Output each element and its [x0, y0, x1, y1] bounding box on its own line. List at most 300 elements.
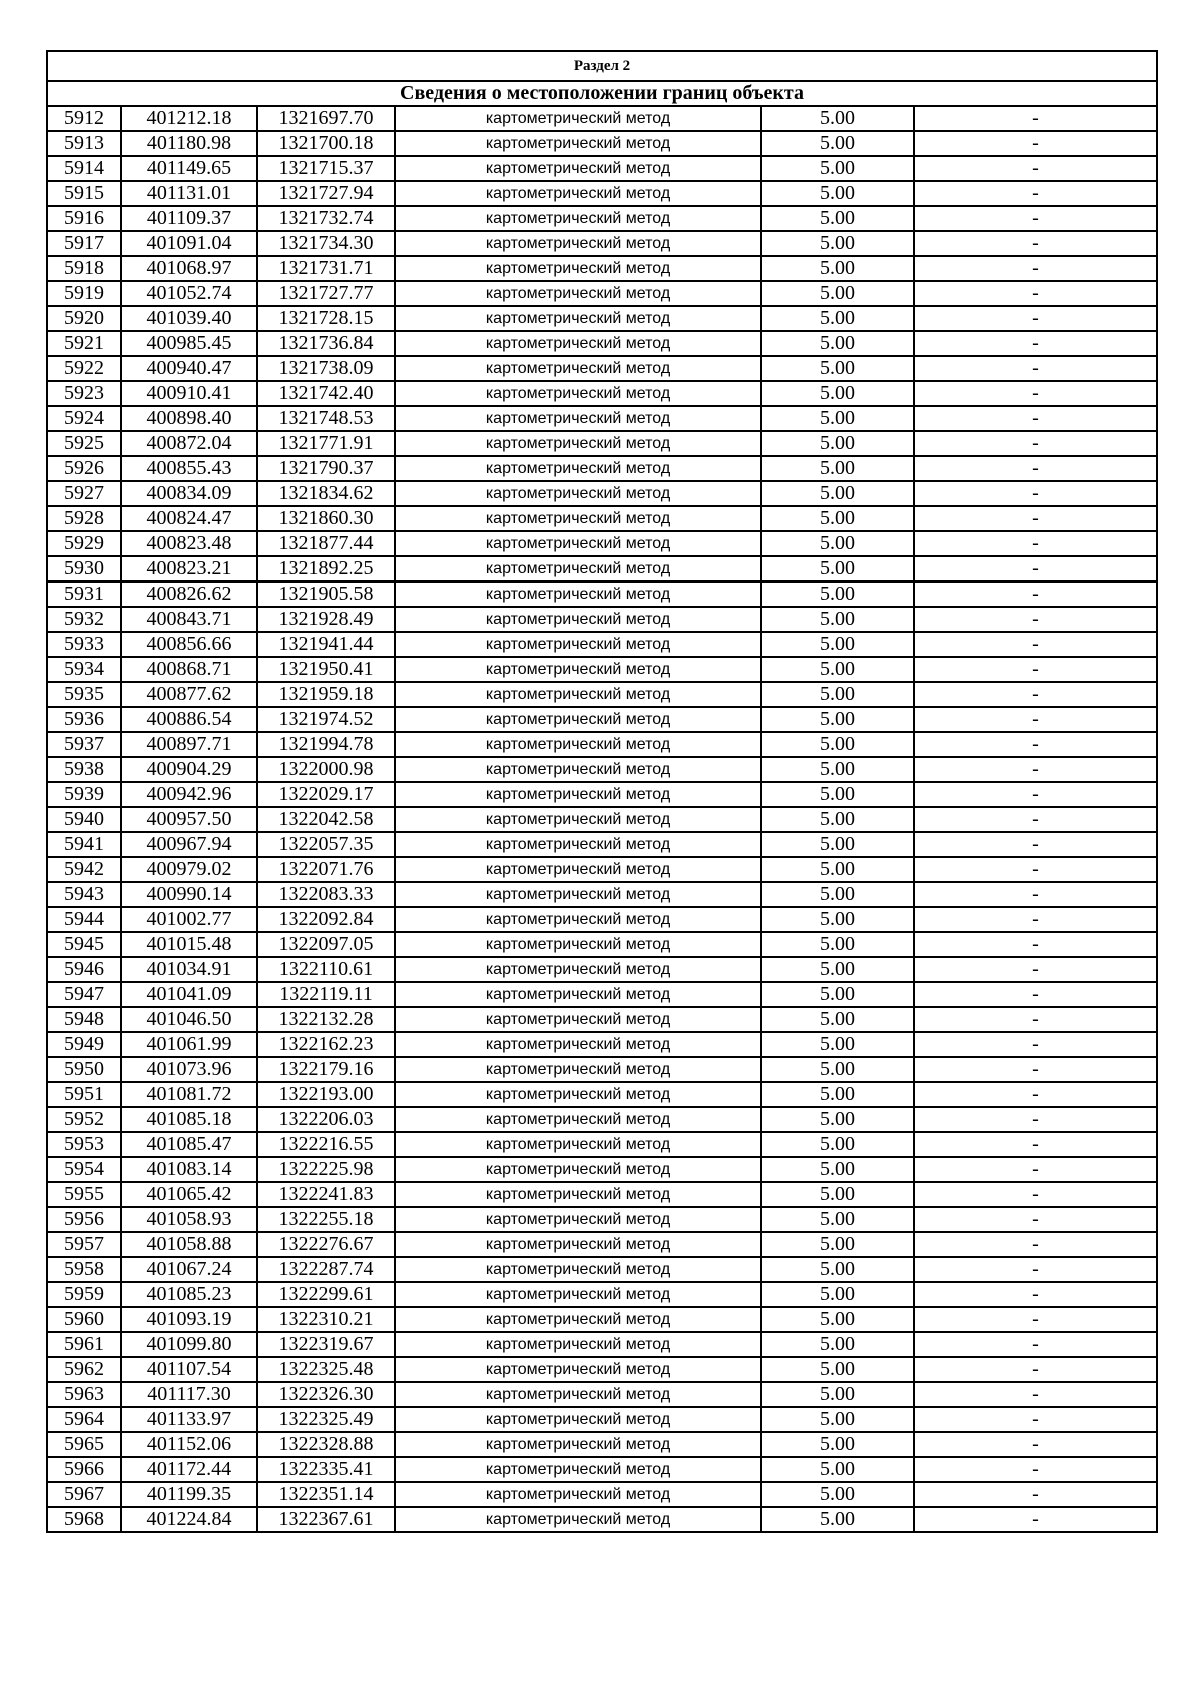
table-row — [47, 1282, 1157, 1307]
point-number-cell: 5954 — [47, 1157, 121, 1182]
accuracy-cell: 5.00 — [761, 481, 914, 506]
description-cell: - — [914, 206, 1157, 231]
accuracy-cell: 5.00 — [761, 556, 914, 582]
table-row — [47, 607, 1157, 632]
accuracy-cell: 5.00 — [761, 1257, 914, 1282]
coord-y-cell: 1321860.30 — [257, 506, 395, 531]
coord-x-cell: 400823.48 — [121, 531, 257, 556]
accuracy-cell: 5.00 — [761, 1132, 914, 1157]
coord-x-cell: 400843.71 — [121, 607, 257, 632]
table-row — [47, 932, 1157, 957]
boundary-coordinates-table — [46, 50, 1158, 1533]
coord-y-cell: 1322042.58 — [257, 807, 395, 832]
description-cell: - — [914, 1332, 1157, 1357]
coord-y-cell: 1321892.25 — [257, 556, 395, 582]
point-number-cell: 5918 — [47, 256, 121, 281]
coord-y-cell: 1322162.23 — [257, 1032, 395, 1057]
coord-x-cell: 401085.23 — [121, 1282, 257, 1307]
coord-y-cell: 1322132.28 — [257, 1007, 395, 1032]
method-cell: картометрический метод — [395, 1332, 761, 1357]
coord-y-cell: 1322319.67 — [257, 1332, 395, 1357]
accuracy-cell: 5.00 — [761, 1332, 914, 1357]
coord-y-cell: 1322092.84 — [257, 907, 395, 932]
accuracy-cell: 5.00 — [761, 381, 914, 406]
coord-y-cell: 1321974.52 — [257, 707, 395, 732]
table-row — [47, 1357, 1157, 1382]
coord-x-cell: 401046.50 — [121, 1007, 257, 1032]
method-cell: картометрический метод — [395, 1257, 761, 1282]
description-cell: - — [914, 1382, 1157, 1407]
description-cell: - — [914, 932, 1157, 957]
coord-y-cell: 1321731.71 — [257, 256, 395, 281]
accuracy-cell: 5.00 — [761, 231, 914, 256]
coord-y-cell: 1321700.18 — [257, 131, 395, 156]
accuracy-cell: 5.00 — [761, 106, 914, 131]
point-number-cell: 5916 — [47, 206, 121, 231]
table-row — [47, 1307, 1157, 1332]
coord-y-cell: 1321742.40 — [257, 381, 395, 406]
table-row — [47, 732, 1157, 757]
description-cell: - — [914, 1432, 1157, 1457]
coord-y-cell: 1322029.17 — [257, 782, 395, 807]
coord-x-cell: 400824.47 — [121, 506, 257, 531]
point-number-cell: 5929 — [47, 531, 121, 556]
point-number-cell: 5965 — [47, 1432, 121, 1457]
coord-x-cell: 400855.43 — [121, 456, 257, 481]
accuracy-cell: 5.00 — [761, 306, 914, 331]
coord-y-cell: 1322328.88 — [257, 1432, 395, 1457]
method-cell: картометрический метод — [395, 106, 761, 131]
point-number-cell: 5968 — [47, 1507, 121, 1532]
method-cell: картометрический метод — [395, 857, 761, 882]
coord-x-cell: 400886.54 — [121, 707, 257, 732]
point-number-cell: 5963 — [47, 1382, 121, 1407]
point-number-cell: 5941 — [47, 832, 121, 857]
coord-y-cell: 1322071.76 — [257, 857, 395, 882]
table-row — [47, 882, 1157, 907]
accuracy-cell: 5.00 — [761, 1232, 914, 1257]
method-cell: картометрический метод — [395, 657, 761, 682]
point-number-cell: 5917 — [47, 231, 121, 256]
coord-x-cell: 401041.09 — [121, 982, 257, 1007]
description-cell: - — [914, 306, 1157, 331]
coord-x-cell: 400942.96 — [121, 782, 257, 807]
accuracy-cell: 5.00 — [761, 206, 914, 231]
accuracy-cell: 5.00 — [761, 882, 914, 907]
accuracy-cell: 5.00 — [761, 832, 914, 857]
coord-y-cell: 1322216.55 — [257, 1132, 395, 1157]
coord-y-cell: 1322351.14 — [257, 1482, 395, 1507]
description-cell: - — [914, 832, 1157, 857]
point-number-cell: 5934 — [47, 657, 121, 682]
table-row — [47, 582, 1157, 608]
point-number-cell: 5945 — [47, 932, 121, 957]
coord-x-cell: 400940.47 — [121, 356, 257, 381]
description-cell: - — [914, 1457, 1157, 1482]
coord-x-cell: 400856.66 — [121, 632, 257, 657]
description-cell: - — [914, 1407, 1157, 1432]
coord-x-cell: 401152.06 — [121, 1432, 257, 1457]
description-cell: - — [914, 1032, 1157, 1057]
table-row — [47, 206, 1157, 231]
point-number-cell: 5949 — [47, 1032, 121, 1057]
coord-x-cell: 401172.44 — [121, 1457, 257, 1482]
point-number-cell: 5913 — [47, 131, 121, 156]
table-row — [47, 531, 1157, 556]
accuracy-cell: 5.00 — [761, 1282, 914, 1307]
coord-y-cell: 1321877.44 — [257, 531, 395, 556]
point-number-cell: 5956 — [47, 1207, 121, 1232]
method-cell: картометрический метод — [395, 732, 761, 757]
description-cell: - — [914, 1082, 1157, 1107]
accuracy-cell: 5.00 — [761, 281, 914, 306]
table-row — [47, 957, 1157, 982]
description-cell: - — [914, 531, 1157, 556]
table-row — [47, 1457, 1157, 1482]
method-cell: картометрический метод — [395, 356, 761, 381]
coord-y-cell: 1322193.00 — [257, 1082, 395, 1107]
coord-y-cell: 1322335.41 — [257, 1457, 395, 1482]
table-row — [47, 832, 1157, 857]
table-row — [47, 431, 1157, 456]
point-number-cell: 5944 — [47, 907, 121, 932]
method-cell: картометрический метод — [395, 582, 761, 608]
coord-x-cell: 401058.93 — [121, 1207, 257, 1232]
point-number-cell: 5922 — [47, 356, 121, 381]
description-cell: - — [914, 1132, 1157, 1157]
table-row — [47, 632, 1157, 657]
accuracy-cell: 5.00 — [761, 932, 914, 957]
coord-y-cell: 1322325.49 — [257, 1407, 395, 1432]
point-number-cell: 5930 — [47, 556, 121, 582]
coord-x-cell: 401065.42 — [121, 1182, 257, 1207]
description-cell: - — [914, 556, 1157, 582]
point-number-cell: 5928 — [47, 506, 121, 531]
method-cell: картометрический метод — [395, 807, 761, 832]
description-cell: - — [914, 281, 1157, 306]
coord-x-cell: 401180.98 — [121, 131, 257, 156]
accuracy-cell: 5.00 — [761, 1182, 914, 1207]
description-cell: - — [914, 682, 1157, 707]
point-number-cell: 5912 — [47, 106, 121, 131]
coord-y-cell: 1322367.61 — [257, 1507, 395, 1532]
description-cell: - — [914, 331, 1157, 356]
point-number-cell: 5946 — [47, 957, 121, 982]
point-number-cell: 5924 — [47, 406, 121, 431]
accuracy-cell: 5.00 — [761, 1357, 914, 1382]
method-cell: картометрический метод — [395, 131, 761, 156]
accuracy-cell: 5.00 — [761, 1457, 914, 1482]
point-number-cell: 5927 — [47, 481, 121, 506]
coord-x-cell: 400877.62 — [121, 682, 257, 707]
coord-x-cell: 401039.40 — [121, 306, 257, 331]
table-row — [47, 156, 1157, 181]
description-cell: - — [914, 456, 1157, 481]
method-cell: картометрический метод — [395, 632, 761, 657]
point-number-cell: 5932 — [47, 607, 121, 632]
description-cell: - — [914, 657, 1157, 682]
accuracy-cell: 5.00 — [761, 256, 914, 281]
coord-x-cell: 401052.74 — [121, 281, 257, 306]
coord-y-cell: 1322255.18 — [257, 1207, 395, 1232]
point-number-cell: 5937 — [47, 732, 121, 757]
description-cell: - — [914, 431, 1157, 456]
table-row — [47, 1107, 1157, 1132]
point-number-cell: 5960 — [47, 1307, 121, 1332]
method-cell: картометрический метод — [395, 256, 761, 281]
table-row — [47, 1482, 1157, 1507]
table-row — [47, 406, 1157, 431]
method-cell: картометрический метод — [395, 1357, 761, 1382]
accuracy-cell: 5.00 — [761, 807, 914, 832]
table-row — [47, 782, 1157, 807]
coord-y-cell: 1321771.91 — [257, 431, 395, 456]
accuracy-cell: 5.00 — [761, 1507, 914, 1532]
point-number-cell: 5938 — [47, 757, 121, 782]
point-number-cell: 5964 — [47, 1407, 121, 1432]
coord-x-cell: 401081.72 — [121, 1082, 257, 1107]
method-cell: картометрический метод — [395, 1132, 761, 1157]
method-cell: картометрический метод — [395, 1282, 761, 1307]
accuracy-cell: 5.00 — [761, 506, 914, 531]
description-cell: - — [914, 506, 1157, 531]
point-number-cell: 5914 — [47, 156, 121, 181]
accuracy-cell: 5.00 — [761, 1157, 914, 1182]
method-cell: картометрический метод — [395, 531, 761, 556]
method-cell: картометрический метод — [395, 1457, 761, 1482]
accuracy-cell: 5.00 — [761, 782, 914, 807]
table-row — [47, 1332, 1157, 1357]
coord-x-cell: 400904.29 — [121, 757, 257, 782]
coord-x-cell: 401212.18 — [121, 106, 257, 131]
description-cell: - — [914, 1257, 1157, 1282]
table-row — [47, 1082, 1157, 1107]
table-row — [47, 1007, 1157, 1032]
description-cell: - — [914, 1182, 1157, 1207]
method-cell: картометрический метод — [395, 206, 761, 231]
description-cell: - — [914, 481, 1157, 506]
point-number-cell: 5947 — [47, 982, 121, 1007]
description-cell: - — [914, 406, 1157, 431]
coord-x-cell: 400897.71 — [121, 732, 257, 757]
description-cell: - — [914, 1157, 1157, 1182]
description-cell: - — [914, 256, 1157, 281]
accuracy-cell: 5.00 — [761, 1082, 914, 1107]
table-row — [47, 1382, 1157, 1407]
method-cell: картометрический метод — [395, 1232, 761, 1257]
table-row — [47, 331, 1157, 356]
description-cell: - — [914, 1357, 1157, 1382]
coord-x-cell: 401058.88 — [121, 1232, 257, 1257]
table-row — [47, 807, 1157, 832]
coord-y-cell: 1322083.33 — [257, 882, 395, 907]
coord-x-cell: 401068.97 — [121, 256, 257, 281]
description-cell: - — [914, 807, 1157, 832]
point-number-cell: 5959 — [47, 1282, 121, 1307]
point-number-cell: 5942 — [47, 857, 121, 882]
table-row — [47, 1182, 1157, 1207]
table-row — [47, 1157, 1157, 1182]
description-cell: - — [914, 1232, 1157, 1257]
coord-x-cell: 401099.80 — [121, 1332, 257, 1357]
point-number-cell: 5921 — [47, 331, 121, 356]
table-body — [47, 51, 1157, 1532]
table-row — [47, 707, 1157, 732]
table-row — [47, 982, 1157, 1007]
coord-y-cell: 1322287.74 — [257, 1257, 395, 1282]
coord-y-cell: 1321834.62 — [257, 481, 395, 506]
section-subtitle: Сведения о местоположении границ объекта — [47, 81, 1157, 106]
coord-y-cell: 1321994.78 — [257, 732, 395, 757]
table-row — [47, 1507, 1157, 1532]
accuracy-cell: 5.00 — [761, 1107, 914, 1132]
method-cell: картометрический метод — [395, 1157, 761, 1182]
coord-x-cell: 401093.19 — [121, 1307, 257, 1332]
method-cell: картометрический метод — [395, 1057, 761, 1082]
method-cell: картометрический метод — [395, 481, 761, 506]
coord-y-cell: 1322206.03 — [257, 1107, 395, 1132]
description-cell: - — [914, 381, 1157, 406]
method-cell: картометрический метод — [395, 381, 761, 406]
table-row — [47, 1232, 1157, 1257]
description-cell: - — [914, 1107, 1157, 1132]
accuracy-cell: 5.00 — [761, 456, 914, 481]
method-cell: картометрический метод — [395, 331, 761, 356]
coord-y-cell: 1321950.41 — [257, 657, 395, 682]
description-cell: - — [914, 156, 1157, 181]
coord-y-cell: 1322110.61 — [257, 957, 395, 982]
method-cell: картометрический метод — [395, 1507, 761, 1532]
description-cell: - — [914, 907, 1157, 932]
coord-y-cell: 1322057.35 — [257, 832, 395, 857]
coord-y-cell: 1321959.18 — [257, 682, 395, 707]
method-cell: картометрический метод — [395, 181, 761, 206]
accuracy-cell: 5.00 — [761, 907, 914, 932]
description-cell: - — [914, 1007, 1157, 1032]
table-row — [47, 106, 1157, 131]
table-row — [47, 682, 1157, 707]
coord-x-cell: 401073.96 — [121, 1057, 257, 1082]
method-cell: картометрический метод — [395, 281, 761, 306]
point-number-cell: 5926 — [47, 456, 121, 481]
description-cell: - — [914, 1307, 1157, 1332]
table-row — [47, 181, 1157, 206]
table-row — [47, 231, 1157, 256]
description-cell: - — [914, 231, 1157, 256]
coord-x-cell: 401149.65 — [121, 156, 257, 181]
coord-y-cell: 1321734.30 — [257, 231, 395, 256]
coord-y-cell: 1322225.98 — [257, 1157, 395, 1182]
description-cell: - — [914, 1482, 1157, 1507]
document-page — [46, 50, 1156, 1533]
accuracy-cell: 5.00 — [761, 1407, 914, 1432]
table-row — [47, 381, 1157, 406]
method-cell: картометрический метод — [395, 1482, 761, 1507]
coord-x-cell: 400823.21 — [121, 556, 257, 582]
accuracy-cell: 5.00 — [761, 331, 914, 356]
coord-x-cell: 401002.77 — [121, 907, 257, 932]
coord-x-cell: 400826.62 — [121, 582, 257, 608]
accuracy-cell: 5.00 — [761, 531, 914, 556]
accuracy-cell: 5.00 — [761, 582, 914, 608]
table-row — [47, 281, 1157, 306]
table-row — [47, 506, 1157, 531]
method-cell: картометрический метод — [395, 406, 761, 431]
method-cell: картометрический метод — [395, 682, 761, 707]
coord-x-cell: 401199.35 — [121, 1482, 257, 1507]
coord-y-cell: 1322119.11 — [257, 982, 395, 1007]
point-number-cell: 5925 — [47, 431, 121, 456]
point-number-cell: 5943 — [47, 882, 121, 907]
section-title-row — [47, 51, 1157, 81]
method-cell: картометрический метод — [395, 907, 761, 932]
table-row — [47, 1257, 1157, 1282]
coord-x-cell: 400967.94 — [121, 832, 257, 857]
description-cell: - — [914, 707, 1157, 732]
table-row — [47, 356, 1157, 381]
description-cell: - — [914, 1207, 1157, 1232]
point-number-cell: 5935 — [47, 682, 121, 707]
description-cell: - — [914, 982, 1157, 1007]
accuracy-cell: 5.00 — [761, 1057, 914, 1082]
method-cell: картометрический метод — [395, 431, 761, 456]
method-cell: картометрический метод — [395, 932, 761, 957]
coord-y-cell: 1321738.09 — [257, 356, 395, 381]
coord-y-cell: 1322241.83 — [257, 1182, 395, 1207]
table-row — [47, 1057, 1157, 1082]
method-cell: картометрический метод — [395, 882, 761, 907]
coord-x-cell: 401085.18 — [121, 1107, 257, 1132]
point-number-cell: 5950 — [47, 1057, 121, 1082]
method-cell: картометрический метод — [395, 1082, 761, 1107]
description-cell: - — [914, 356, 1157, 381]
coord-y-cell: 1322276.67 — [257, 1232, 395, 1257]
coord-y-cell: 1321905.58 — [257, 582, 395, 608]
section-title: Раздел 2 — [47, 51, 1157, 81]
coord-y-cell: 1321727.94 — [257, 181, 395, 206]
method-cell: картометрический метод — [395, 1107, 761, 1132]
accuracy-cell: 5.00 — [761, 1032, 914, 1057]
coord-y-cell: 1321928.49 — [257, 607, 395, 632]
coord-y-cell: 1322000.98 — [257, 757, 395, 782]
method-cell: картометрический метод — [395, 1207, 761, 1232]
point-number-cell: 5955 — [47, 1182, 121, 1207]
accuracy-cell: 5.00 — [761, 1382, 914, 1407]
method-cell: картометрический метод — [395, 306, 761, 331]
method-cell: картометрический метод — [395, 1032, 761, 1057]
description-cell: - — [914, 1282, 1157, 1307]
description-cell: - — [914, 732, 1157, 757]
accuracy-cell: 5.00 — [761, 431, 914, 456]
point-number-cell: 5962 — [47, 1357, 121, 1382]
description-cell: - — [914, 607, 1157, 632]
point-number-cell: 5923 — [47, 381, 121, 406]
coord-y-cell: 1322310.21 — [257, 1307, 395, 1332]
point-number-cell: 5915 — [47, 181, 121, 206]
accuracy-cell: 5.00 — [761, 1482, 914, 1507]
point-number-cell: 5961 — [47, 1332, 121, 1357]
coord-x-cell: 401109.37 — [121, 206, 257, 231]
accuracy-cell: 5.00 — [761, 1307, 914, 1332]
method-cell: картометрический метод — [395, 156, 761, 181]
table-row — [47, 131, 1157, 156]
coord-y-cell: 1322325.48 — [257, 1357, 395, 1382]
description-cell: - — [914, 782, 1157, 807]
coord-y-cell: 1321736.84 — [257, 331, 395, 356]
method-cell: картометрический метод — [395, 757, 761, 782]
coord-x-cell: 401085.47 — [121, 1132, 257, 1157]
method-cell: картометрический метод — [395, 1182, 761, 1207]
